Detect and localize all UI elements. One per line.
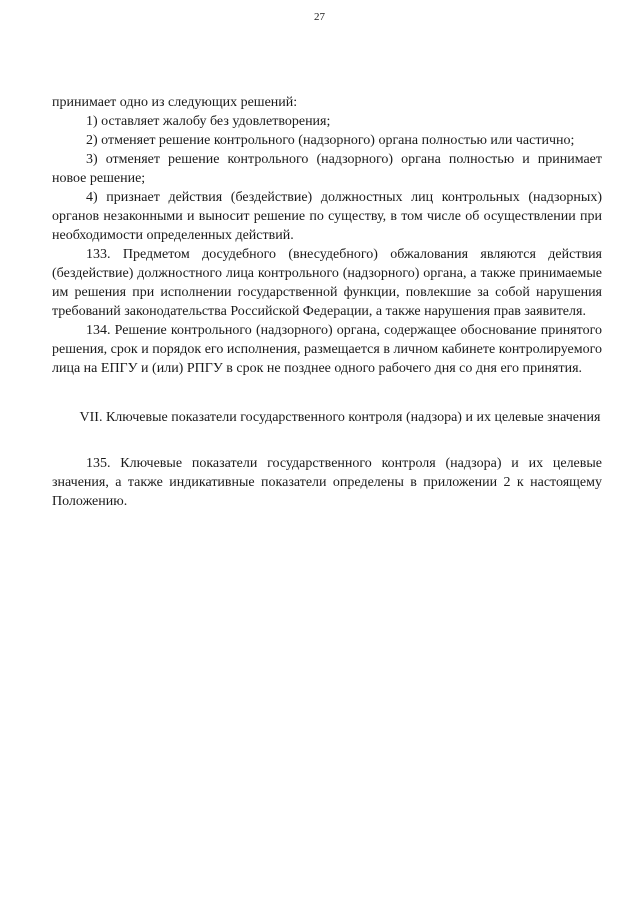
paragraph-133: 133. Предметом досудебного (внесудебного) обжалования являются действия (бездействие) должностного лица контрольного (надзорного) органа, а также принимаемые им решения при исполнении государственной функции, повлекшие за собой нарушения требований законодательства Российской Федерации, а также нарушения прав заявителя. bbox=[52, 247, 602, 319]
page-number: 27 bbox=[314, 11, 325, 23]
paragraph-decision-2: 2) отменяет решение контрольного (надзорного) органа полностью или частично; bbox=[86, 133, 575, 148]
paragraph-decision-3: 3) отменяет решение контрольного (надзорного) органа полностью и принимает новое решение; bbox=[52, 152, 602, 186]
paragraph-decision-intro: принимает одно из следующих решений: bbox=[52, 95, 298, 110]
paragraph-decision-4: 4) признает действия (бездействие) должностных лиц контрольных (надзорных) органов незаконными и выносит решение по существу, в том числе об осуществлении при необходимости определенных действий. bbox=[52, 190, 602, 243]
section-title: VII. Ключевые показатели государственного контроля (надзора) и их целевые значения bbox=[79, 410, 601, 425]
document-body bbox=[52, 93, 602, 511]
spacer bbox=[52, 378, 602, 408]
paragraph-135: 135. Ключевые показатели государственного контроля (надзора) и их целевые значения, а также индикативные показатели определены в приложении 2 к настоящему Положению. bbox=[52, 456, 602, 509]
spacer bbox=[52, 428, 602, 454]
paragraph-134: 134. Решение контрольного (надзорного) органа, содержащее обоснование принятого решения, срок и порядок его исполнения, размещается в личном кабинете контролируемого лица на ЕПГУ и (или) РПГУ в срок не позднее одного рабочего дня со дня его принятия. bbox=[52, 323, 602, 376]
paragraph-decision-1: 1) оставляет жалобу без удовлетворения; bbox=[86, 114, 331, 129]
